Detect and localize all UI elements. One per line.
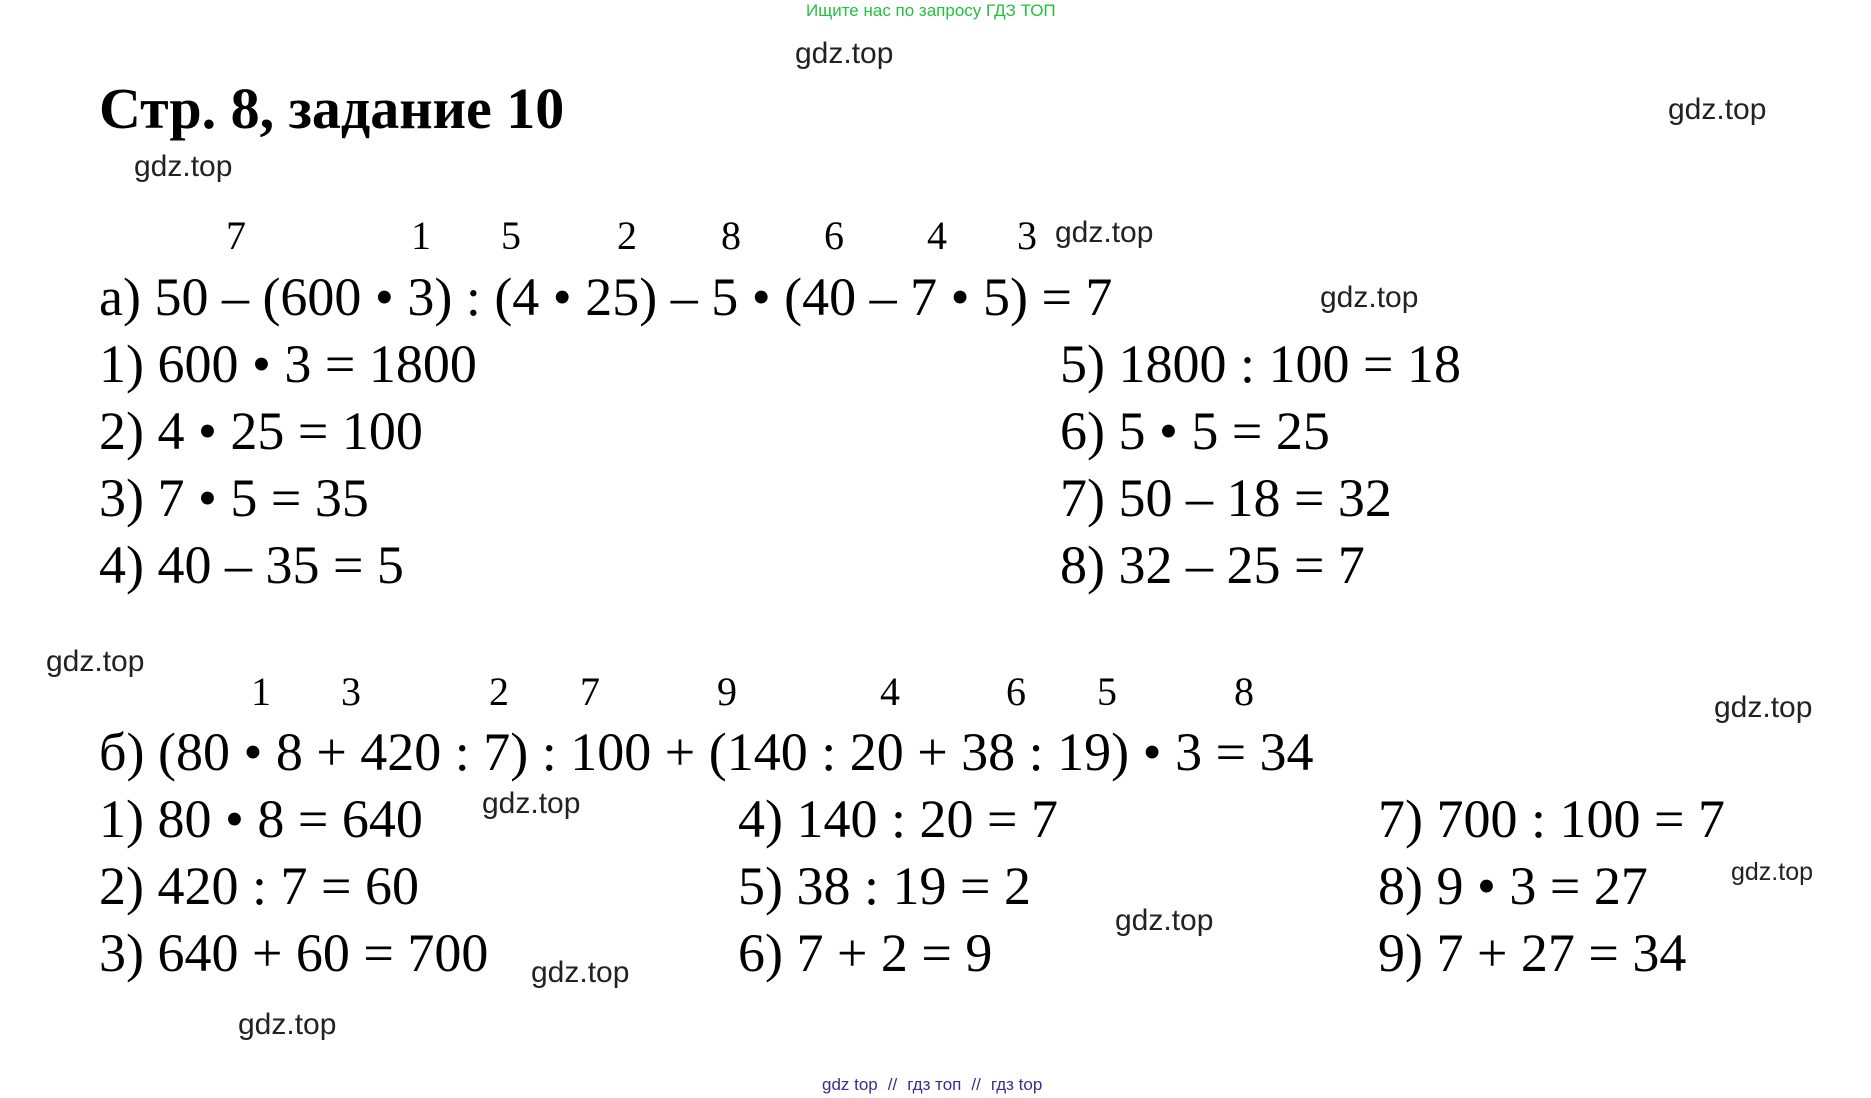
order-mark: 7 [580,669,600,714]
order-mark: 8 [721,213,741,258]
order-mark: 9 [717,669,737,714]
order-mark: 4 [927,213,947,258]
step-b: 9) 7 + 27 = 34 [1378,923,1687,983]
expression-a: а) 50 – (600 • 3) : (4 • 25) – 5 • (40 – 7 • 5) = 7 [99,267,1113,327]
order-mark: 1 [251,669,271,714]
step-a: 7) 50 – 18 = 32 [1060,468,1392,528]
footer-separator: // [971,1075,981,1094]
watermark: gdz.top [46,645,145,678]
watermark: gdz.top [1115,904,1214,937]
step-a: 8) 32 – 25 = 7 [1060,535,1365,595]
footer-link[interactable]: gdz top [822,1075,878,1094]
order-mark: 6 [824,213,844,258]
step-b: 5) 38 : 19 = 2 [738,856,1031,916]
watermark: gdz.top [238,1008,337,1041]
footer-link[interactable]: гдз top [990,1075,1043,1094]
watermark: gdz.top [1731,858,1814,886]
order-mark: 1 [411,213,431,258]
order-mark: 3 [341,669,361,714]
watermark: gdz.top [134,150,233,183]
step-a: 1) 600 • 3 = 1800 [99,334,477,394]
step-a: 6) 5 • 5 = 25 [1060,401,1330,461]
watermark: gdz.top [1320,281,1419,314]
watermark: gdz.top [1668,93,1767,126]
order-mark: 7 [226,213,246,258]
footer-separator: // [887,1075,898,1094]
step-a: 4) 40 – 35 = 5 [99,535,404,595]
step-b: 3) 640 + 60 = 700 [99,923,489,983]
footer-link[interactable]: гдз топ [907,1075,962,1094]
step-b: 1) 80 • 8 = 640 [99,789,423,849]
order-mark: 4 [880,669,900,714]
step-a: 5) 1800 : 100 = 18 [1060,334,1461,394]
order-mark: 5 [1097,669,1117,714]
search-banner: Ищите нас по запросу ГДЗ ТОП [806,1,1056,20]
step-a: 2) 4 • 25 = 100 [99,401,423,461]
watermark: gdz.top [795,37,894,70]
order-mark: 8 [1234,669,1254,714]
order-mark: 6 [1006,669,1026,714]
expression-b: б) (80 • 8 + 420 : 7) : 100 + (140 : 20 + 38 : 19) • 3 = 34 [99,722,1314,782]
order-mark: 3 [1017,213,1037,258]
order-mark: 5 [501,213,521,258]
step-b: 4) 140 : 20 = 7 [738,789,1058,849]
order-mark: 2 [489,669,509,714]
watermark: gdz.top [531,956,630,989]
watermark: gdz.top [482,787,581,820]
page-title: Стр. 8, задание 10 [99,76,565,141]
watermark: gdz.top [1055,216,1154,249]
step-b: 6) 7 + 2 = 9 [738,923,993,983]
watermark: gdz.top [1714,691,1813,724]
step-b: 7) 700 : 100 = 7 [1378,789,1725,849]
step-b: 8) 9 • 3 = 27 [1378,856,1648,916]
step-b: 2) 420 : 7 = 60 [99,856,419,916]
order-mark: 2 [617,213,637,258]
footer-links [822,1076,1042,1093]
step-a: 3) 7 • 5 = 35 [99,468,369,528]
